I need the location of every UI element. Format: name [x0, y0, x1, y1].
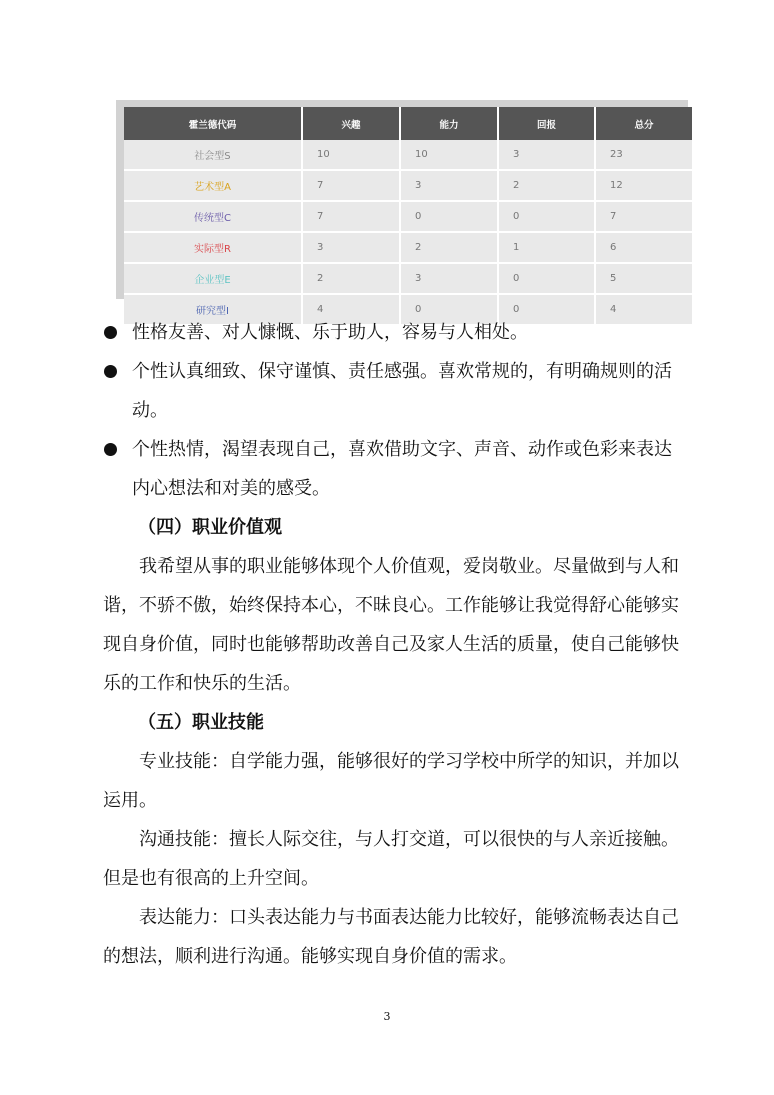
row-code: 研究型I [124, 294, 302, 325]
header-ability: 能力 [400, 107, 498, 140]
table-row [124, 263, 692, 294]
bullet-item [103, 352, 683, 430]
cell-interest: 7 [302, 170, 400, 201]
table-row [124, 232, 692, 263]
cell-interest: 4 [302, 294, 400, 325]
bullet-text: 个性认真细致、保守谨慎、责任感强。喜欢常规的，有明确规则的活动。 [132, 361, 672, 421]
cell-reward: 0 [498, 263, 595, 294]
cell-ability: 0 [400, 201, 498, 232]
paragraph-expression-skills: 表达能力：口头表达能力与书面表达能力比较好，能够流畅表达自己的想法，顺利进行沟通。能够实现自身价值的需求。 [103, 907, 679, 967]
cell-reward: 2 [498, 170, 595, 201]
bullet-dot-icon [104, 365, 117, 378]
cell-reward: 0 [498, 294, 595, 325]
cell-ability: 0 [400, 294, 498, 325]
table-row [124, 201, 692, 232]
bullet-dot-icon [104, 443, 117, 456]
bullet-item [103, 313, 683, 352]
table-row [124, 170, 692, 201]
paragraph-values: 我希望从事的职业能够体现个人价值观，爱岗敬业。尽量做到与人和谐，不骄不傲，始终保持本心，不昧良心。工作能够让我觉得舒心能够实现自身价值，同时也能够帮助改善自己及家人生活的质量，使自己能够快乐的工作和快乐的生活。 [103, 556, 679, 694]
table-header-row [124, 107, 692, 140]
row-code: 艺术型A [124, 170, 302, 201]
cell-interest: 2 [302, 263, 400, 294]
header-reward: 回报 [498, 107, 595, 140]
page-number: 3 [383, 1010, 391, 1023]
row-code: 实际型R [124, 232, 302, 263]
section-heading-values: （四）职业价值观 [138, 517, 282, 538]
header-interest: 兴趣 [302, 107, 400, 140]
cell-ability: 10 [400, 140, 498, 170]
cell-ability: 3 [400, 263, 498, 294]
row-code: 企业型E [124, 263, 302, 294]
cell-total: 5 [595, 263, 692, 294]
cell-ability: 2 [400, 232, 498, 263]
cell-total: 7 [595, 201, 692, 232]
cell-reward: 0 [498, 201, 595, 232]
cell-reward: 3 [498, 140, 595, 170]
cell-interest: 7 [302, 201, 400, 232]
row-code: 传统型C [124, 201, 302, 232]
cell-interest: 3 [302, 232, 400, 263]
section-heading-skills: （五）职业技能 [138, 712, 264, 733]
cell-reward: 1 [498, 232, 595, 263]
bullet-item [103, 430, 683, 508]
holland-code-table [124, 107, 692, 326]
paragraph-professional-skills: 专业技能：自学能力强，能够很好的学习学校中所学的知识，并加以运用。 [103, 751, 679, 811]
bullet-text: 性格友善、对人慷慨、乐于助人，容易与人相处。 [132, 322, 528, 343]
cell-total: 12 [595, 170, 692, 201]
table-row [124, 140, 692, 170]
header-code: 霍兰德代码 [124, 107, 302, 140]
cell-ability: 3 [400, 170, 498, 201]
bullet-text: 个性热情，渴望表现自己，喜欢借助文字、声音、动作或色彩来表达内心想法和对美的感受。 [132, 439, 672, 499]
header-total: 总分 [595, 107, 692, 140]
cell-total: 6 [595, 232, 692, 263]
row-code: 社会型S [124, 140, 302, 170]
document-body [103, 313, 683, 976]
cell-total: 23 [595, 140, 692, 170]
cell-total: 4 [595, 294, 692, 325]
paragraph-communication-skills: 沟通技能：擅长人际交往，与人打交道，可以很快的与人亲近接触。但是也有很高的上升空间。 [103, 829, 679, 889]
cell-interest: 10 [302, 140, 400, 170]
bullet-dot-icon [104, 326, 117, 339]
